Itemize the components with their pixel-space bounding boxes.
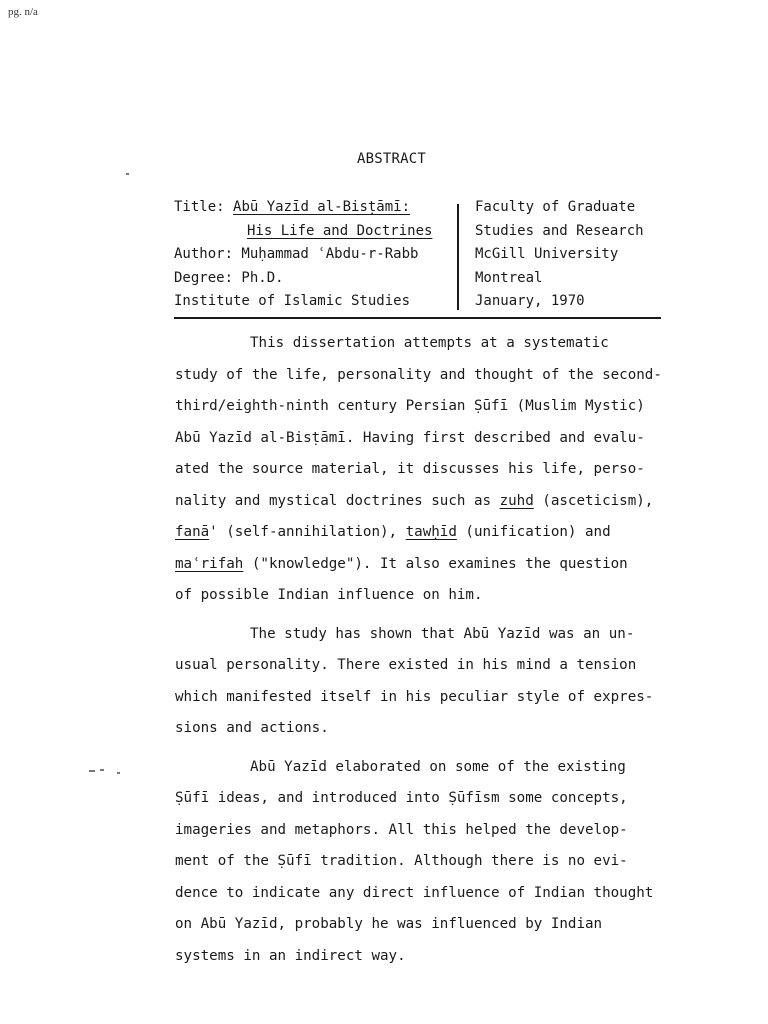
text-line: [175, 549, 695, 581]
text-line: Abū Yazīd al-Bisṭāmī. Having first described and evalu-: [175, 429, 645, 446]
text-span: ' (self-annihilation),: [209, 524, 406, 540]
text-line: This dissertation attempts at a systematic: [250, 335, 609, 351]
term-marifah: maʿrifah: [175, 555, 244, 572]
faculty-line-1: Faculty of Graduate: [475, 199, 636, 215]
institute-line: Institute of Islamic Studies: [174, 293, 411, 309]
text-line: imageries and metaphors. All this helped the develop-: [175, 821, 628, 838]
text-line: dence to indicate any direct influence of Indian thought: [175, 884, 654, 901]
text-line: usual personality. There existed in his mind a tension: [175, 657, 637, 673]
scan-speck: [126, 173, 129, 175]
abstract-body: [175, 328, 695, 972]
text-line: The study has shown that Abū Yazīd was an un-: [250, 625, 635, 642]
text-line: ment of the Ṣūfī tradition. Although there is no evi-: [175, 853, 628, 869]
text-line: [175, 517, 695, 549]
text-line: sions and actions.: [175, 720, 329, 736]
term-tawhid: tawḥīd: [405, 524, 457, 540]
paragraph-3: [175, 752, 695, 973]
title-line-2: [174, 220, 456, 244]
text-span: ("knowledge"). It also examines the question: [243, 555, 628, 572]
text-line: on Abū Yazīd, probably he was influenced by Indian: [175, 916, 603, 932]
thesis-title-part-1: Abū Yazīd al-Bisṭāmī:: [233, 199, 411, 215]
thesis-details: [174, 196, 456, 314]
paragraph-1: [175, 328, 695, 612]
text-span: nality and mystical doctrines such as: [175, 492, 500, 509]
university-line: McGill University: [475, 246, 619, 262]
text-line: Ṣūfī ideas, and introduced into Ṣūfīsm some concepts,: [175, 790, 628, 806]
city-line: Montreal: [475, 269, 543, 286]
title-line-1: [174, 196, 456, 220]
text-line: Abū Yazīd elaborated on some of the existing: [250, 758, 626, 775]
scan-speck: [89, 770, 95, 772]
text-line: [175, 486, 695, 518]
text-line: of possible Indian influence on him.: [175, 587, 483, 603]
author-line: Author: Muḥammad ʿAbdu-r-Rabb: [174, 246, 419, 262]
page-label: pg. n/a: [8, 6, 38, 18]
title-label: Title:: [174, 199, 225, 215]
thesis-title-part-2: His Life and Doctrines: [247, 222, 433, 239]
text-span: (unification) and: [456, 524, 611, 540]
text-line: systems in an indirect way.: [175, 947, 406, 964]
page-title: ABSTRACT: [357, 151, 427, 167]
term-fana: fanā: [175, 524, 210, 540]
faculty-details: [475, 196, 675, 314]
text-line: study of the life, personality and thought of the second-: [175, 366, 662, 383]
faculty-line-2: Studies and Research: [475, 222, 644, 239]
scan-speck: [117, 772, 120, 774]
scan-speck: [100, 769, 104, 771]
date-line: January, 1970: [475, 293, 585, 309]
paragraph-2: [175, 619, 695, 745]
horizontal-rule: [174, 317, 661, 319]
term-zuhd: zuhd: [499, 492, 534, 509]
text-line: third/eighth-ninth century Persian Ṣūfī (Muslim Mystic): [175, 398, 645, 414]
vertical-divider: [457, 204, 459, 310]
text-span: (asceticism),: [533, 492, 654, 509]
degree-line: Degree: Ph.D.: [174, 269, 284, 286]
text-line: which manifested itself in his peculiar style of expres-: [175, 688, 654, 705]
text-line: ated the source material, it discusses his life, perso-: [175, 461, 645, 477]
